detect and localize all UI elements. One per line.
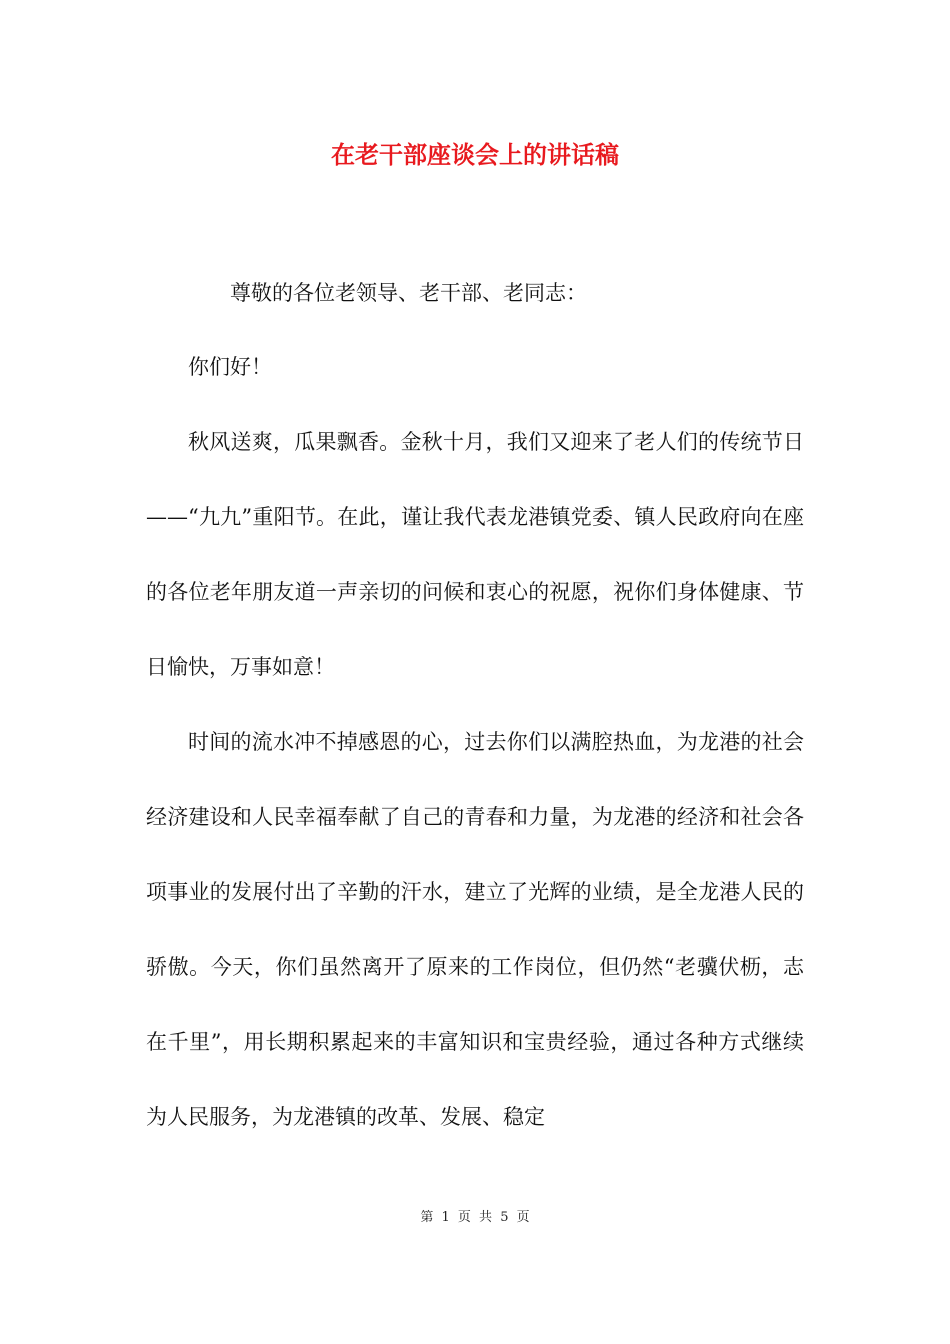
document-title: 在老干部座谈会上的讲话稿 xyxy=(331,140,619,169)
salutation: 尊敬的各位老领导、老干部、老同志： xyxy=(230,281,587,305)
paragraph-greeting: 你们好！ xyxy=(188,355,272,379)
paragraph-contribution: 时间的流水冲不掉感恩的心，过去你们以满腔热血，为龙港的社会经济建设和人民幸福奉献了自己的青春和力量，为龙港的经济和社会各项事业的发展付出了辛勤的汗水，建立了光辉的业绩，是全龙港人民的骄傲。今天，你们虽然离开了原来的工作岗位，但仍然“老骥伏枥，志在千里”，用长期积累起来的丰富知识和宝贵经验，通过各种方式继续为人民服务，为龙港镇的改革、发展、稳定 xyxy=(146,730,804,1129)
page-number-footer: 第 1 页 共 5 页 xyxy=(420,1210,530,1225)
document-body xyxy=(146,330,804,1155)
paragraph-festival: 秋风送爽，瓜果飘香。金秋十月，我们又迎来了老人们的传统节日——“九九”重阳节。在此，谨让我代表龙港镇党委、镇人民政府向在座的各位老年朋友道一声亲切的问候和衷心的祝愿，祝你们身体健康、节日愉快，万事如意！ xyxy=(146,430,804,679)
